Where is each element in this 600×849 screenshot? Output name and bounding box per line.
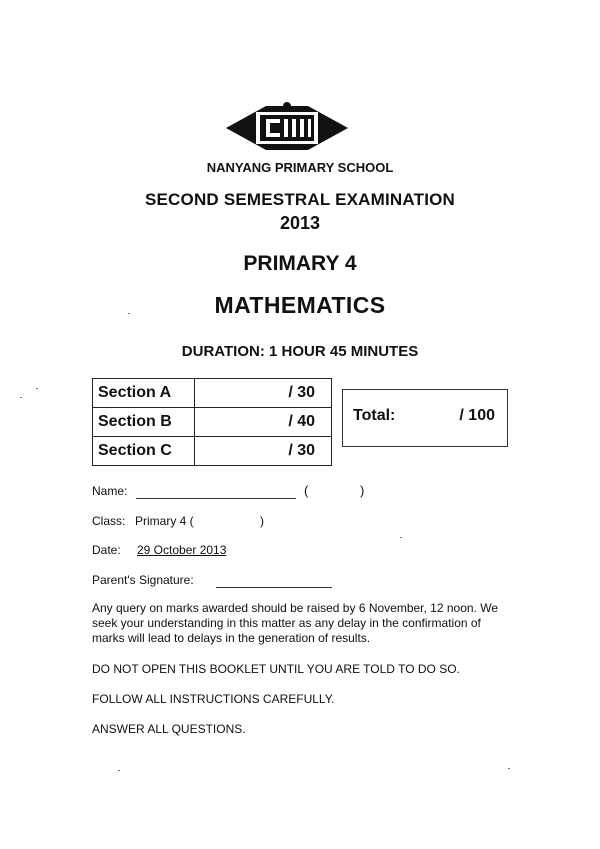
signature-field[interactable] bbox=[216, 575, 332, 588]
date-label: Date: bbox=[92, 543, 121, 557]
duration-label: DURATION: 1 HOUR 45 MINUTES bbox=[181, 343, 419, 360]
section-score: / 30 bbox=[195, 437, 332, 466]
section-name: Section C bbox=[93, 437, 195, 466]
scan-speck bbox=[36, 388, 38, 389]
school-name: NANYANG PRIMARY SCHOOL bbox=[206, 160, 394, 175]
school-logo-icon bbox=[226, 98, 348, 158]
exam-year: 2013 bbox=[279, 213, 321, 233]
instruction-line: DO NOT OPEN THIS BOOKLET UNTIL YOU ARE TOLD TO DO SO. bbox=[92, 662, 460, 676]
subject-title: MATHEMATICS bbox=[214, 292, 386, 318]
scan-speck bbox=[508, 768, 510, 769]
total-label: Total: bbox=[353, 407, 396, 424]
total-box bbox=[342, 389, 508, 447]
name-bracket-close: ) bbox=[360, 483, 365, 498]
class-label: Class: bbox=[92, 514, 126, 528]
name-field[interactable] bbox=[136, 484, 296, 499]
exam-title: SECOND SEMESTRAL EXAMINATION bbox=[144, 190, 456, 209]
scan-speck bbox=[128, 313, 130, 314]
section-marks-table bbox=[92, 378, 332, 466]
name-label: Name: bbox=[92, 484, 128, 498]
table-row bbox=[93, 379, 332, 408]
scan-speck bbox=[400, 537, 402, 538]
section-name: Section B bbox=[93, 408, 195, 437]
section-score: / 30 bbox=[195, 379, 332, 408]
date-value: 29 October 2013 bbox=[137, 543, 227, 557]
section-score: / 40 bbox=[195, 408, 332, 437]
level-title: PRIMARY 4 bbox=[243, 252, 357, 275]
total-score: / 100 bbox=[459, 407, 495, 424]
table-row bbox=[93, 437, 332, 466]
instruction-line: ANSWER ALL QUESTIONS. bbox=[92, 722, 246, 736]
class-value: Primary 4 ( bbox=[135, 514, 194, 528]
class-bracket-close: ) bbox=[260, 514, 264, 528]
section-name: Section A bbox=[93, 379, 195, 408]
marks-query-notice: Any query on marks awarded should be raised by 6 November, 12 noon. We seek your understanding in this matter as any delay in the confirmation of marks will lead to delays in the generation of results. bbox=[92, 601, 499, 645]
table-row bbox=[93, 408, 332, 437]
instruction-line: FOLLOW ALL INSTRUCTIONS CAREFULLY. bbox=[92, 692, 335, 706]
name-bracket-open: ( bbox=[304, 483, 309, 498]
scan-speck bbox=[118, 770, 120, 771]
signature-label: Parent's Signature: bbox=[92, 573, 194, 587]
scan-speck bbox=[20, 397, 22, 398]
